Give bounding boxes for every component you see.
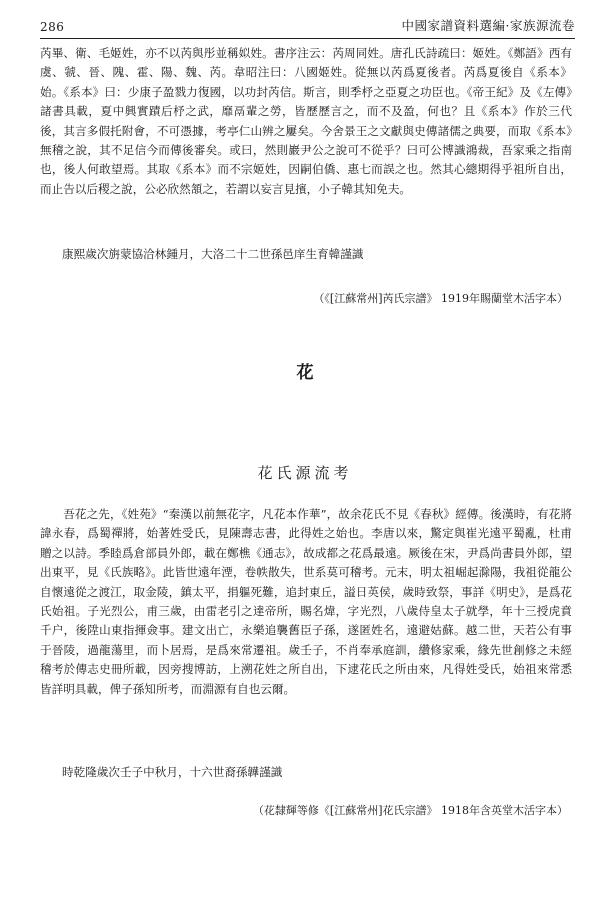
page-number: 286 — [40, 20, 65, 34]
article-title: 花氏源流考 — [257, 464, 353, 482]
rui-source: （《[江蘇常州]芮氏宗譜》 1919年賜蘭堂木活字本） — [313, 292, 568, 305]
page-header — [40, 14, 575, 34]
section-heading-hua: 花 — [296, 363, 314, 383]
hua-signature: 時乾隆歲次壬子中秋月，十六世裔孫韡謹識 — [62, 765, 283, 779]
rui-paragraph: 芮畢、衛、毛姬姓，亦不以芮與彤並稱姒姓。書序注云：芮周同姓。唐孔氏詩疏曰：姬姓。《鄭語》西有虞、虢、晉、隗、霍、陽、魏、芮。韋昭注曰：八國姬姓。從無以芮爲夏後者。芮爲夏後自《系本》始。《系本》曰：少康子盈戮力復國，以功封芮信。斯言，則季杼之亞夏之功臣也。《帝王紀》及《左傳》諸書具載，夏中興實蹟后杼之武，靡鬲輩之勞，皆歷歷言之，而不及盈，何也？且《系本》作於三代後，其言多假托附會，不可憑據，考亭仁山辨之屢矣。今舍景王之文獻與史傳諸儒之典要，而取《系本》無稽之說，其不足信今而傳後審矣。或曰，然則巖尹公之說可不從乎？曰可公博識鴻裁，吾家乘之指南也，後人何敢望焉。其取《系本》而不宗姬姓，因嗣伯僑、惠七而誤之也。然其心總期得乎祖所自出，而止告以后稷之說，公必欣然頷之，若謂以妄言見擯，小子韓其知免夫。 — [40, 46, 572, 196]
header-rule — [40, 38, 575, 39]
hua-source: （花隸輝等修《[江蘇常州]花氏宗譜》 1918年含英堂木活字本） — [252, 804, 568, 817]
rui-signature: 康熙歲次旃蒙協洽林鍾月，大洛二十二世孫邑庠生育韓謹識 — [62, 247, 364, 261]
hua-paragraph: 吾花之先，《姓苑》“秦漢以前無花字，凡花本作華”，故余花氏不見《春秋》經傳。後漢時，有花將諱永春，爲蜀禪將，始著姓受氏，見陳壽志書，此得姓之始也。李唐以來，驚定與崔光遠平蜀亂，杜甫贈之以詩。季睦爲倉部員外郎，載在鄭樵《通志》，故成都之花爲最遠。厥後在宋，尹爲尚書員外郎，望出東平，見《氏族略》。此皆世遠年湮，卷帙散失，世系莫可稽考。元末，明太祖崛起滁陽，我祖從龍公自懷遠從之渡江，取金陵，鎮太平，捐軀死難，追封東丘，謚日英侯，歲時致祭，事詳《明史》，是爲花氏始祖。子光烈公，甫三歲，由雷老引之達帝所，賜名煒，字光烈，八歲侍皇太子就學，年十三授虎賁千户，後陞山東指揮僉事。建文出亡，永樂追襲舊臣子孫，遂匿姓名，遠避姑蘇。越二世，天若公有事于晉陵，過龍蕩里，而卜居焉，是爲來常遷祖。歲壬子，不肖奉承庭訓，纘修家乘，緣先世創修之未經稽考於傳志史冊所載，因旁搜博訪，上溯花姓之所自出，下逮花氏之所由來，凡得姓受氏，始祖來常悉皆詳明具載，俾子孫知所考，而淵源有自也云爾。 — [40, 507, 572, 696]
book-title: 中國家譜資料選編·家族源流卷 — [401, 18, 575, 33]
